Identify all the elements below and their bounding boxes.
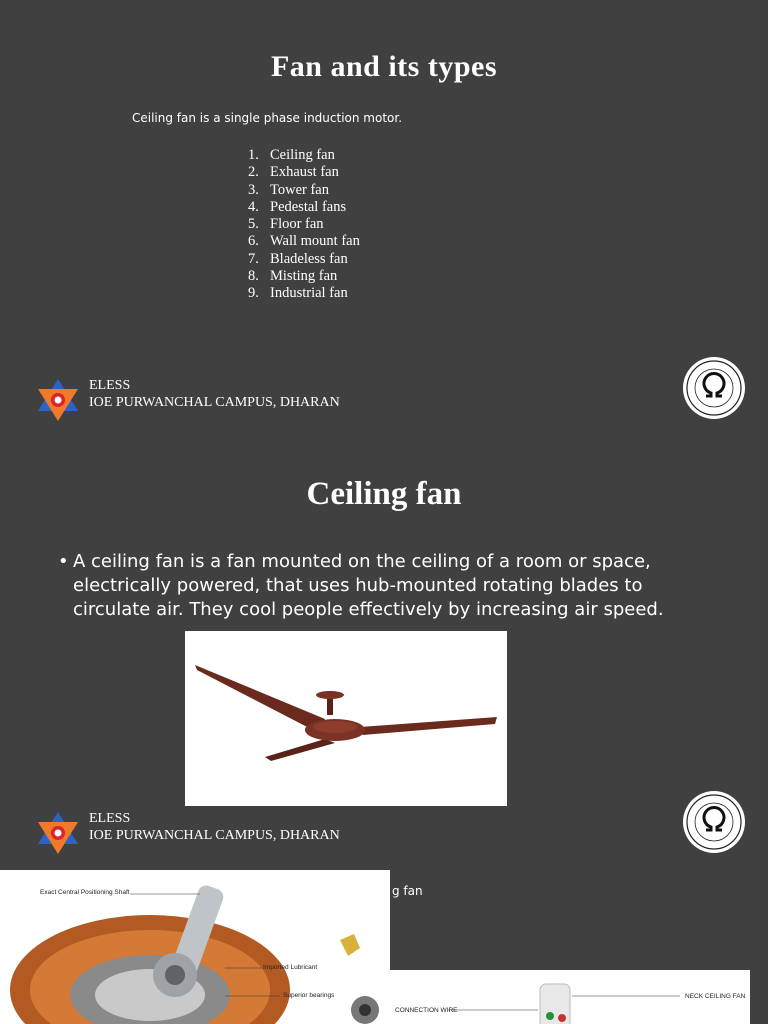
ceiling-fan-illustration-icon	[185, 631, 507, 806]
slide-fan-types	[0, 0, 768, 432]
slide-partial-title: g fan	[392, 884, 423, 898]
footer-line2: IOE PURWANCHAL CAMPUS, DHARAN	[89, 828, 340, 843]
list-item: 6. Wall mount fan	[248, 233, 360, 250]
label-bearings: Superior bearings	[283, 992, 335, 999]
footer-org	[89, 810, 340, 844]
motor-parts-image	[0, 870, 390, 1024]
label-neck-ceiling-fan: NECK CEILING FAN	[685, 993, 746, 1000]
list-item: 2. Exhaust fan	[248, 164, 339, 181]
footer-line2: IOE PURWANCHAL CAMPUS, DHARAN	[89, 395, 340, 410]
omega-seal-logo-icon	[682, 356, 746, 420]
label-shaft: Exact Central Positioning Shaft	[40, 889, 130, 896]
slide-fan-parts	[0, 864, 768, 1024]
nepal-emblem-logo-icon	[36, 810, 80, 856]
bullet-dot-icon: •	[58, 551, 69, 572]
list-item: 8. Misting fan	[248, 268, 338, 285]
omega-seal-logo-icon	[682, 790, 746, 854]
footer-org	[89, 377, 340, 411]
list-item: 3. Tower fan	[248, 181, 329, 198]
bullet-text: A ceiling fan is a fan mounted on the ceiling of a room or space, electrically powered, that uses hub-mounted rotating blades to circulate air. They cool people effectively by increasing air speed.	[73, 551, 664, 620]
nepal-emblem-logo-icon	[36, 377, 80, 423]
footer-line1: ELESS	[89, 811, 131, 826]
ceiling-fan-image	[185, 631, 507, 806]
slide-ceiling-fan	[0, 432, 768, 864]
bullet-paragraph	[58, 550, 698, 622]
footer-line1: ELESS	[89, 378, 131, 393]
label-lubricant: Imported Lubricant	[263, 964, 318, 971]
list-item: 4. Pedestal fans	[248, 198, 347, 215]
list-item: 7. Bladeless fan	[248, 250, 348, 267]
slide-title: Ceiling fan	[306, 476, 462, 512]
slide-title: Fan and its types	[270, 50, 498, 83]
fan-parts-image	[390, 970, 750, 1024]
list-item: 9. Industrial fan	[248, 285, 348, 302]
label-connection-wire: CONNECTION WIRE	[395, 1007, 458, 1014]
slide-subtitle: Ceiling fan is a single phase induction motor.	[132, 111, 403, 125]
list-item: 1. Ceiling fan	[248, 147, 335, 163]
fan-types-list	[248, 147, 360, 303]
list-item: 5. Floor fan	[248, 216, 324, 233]
